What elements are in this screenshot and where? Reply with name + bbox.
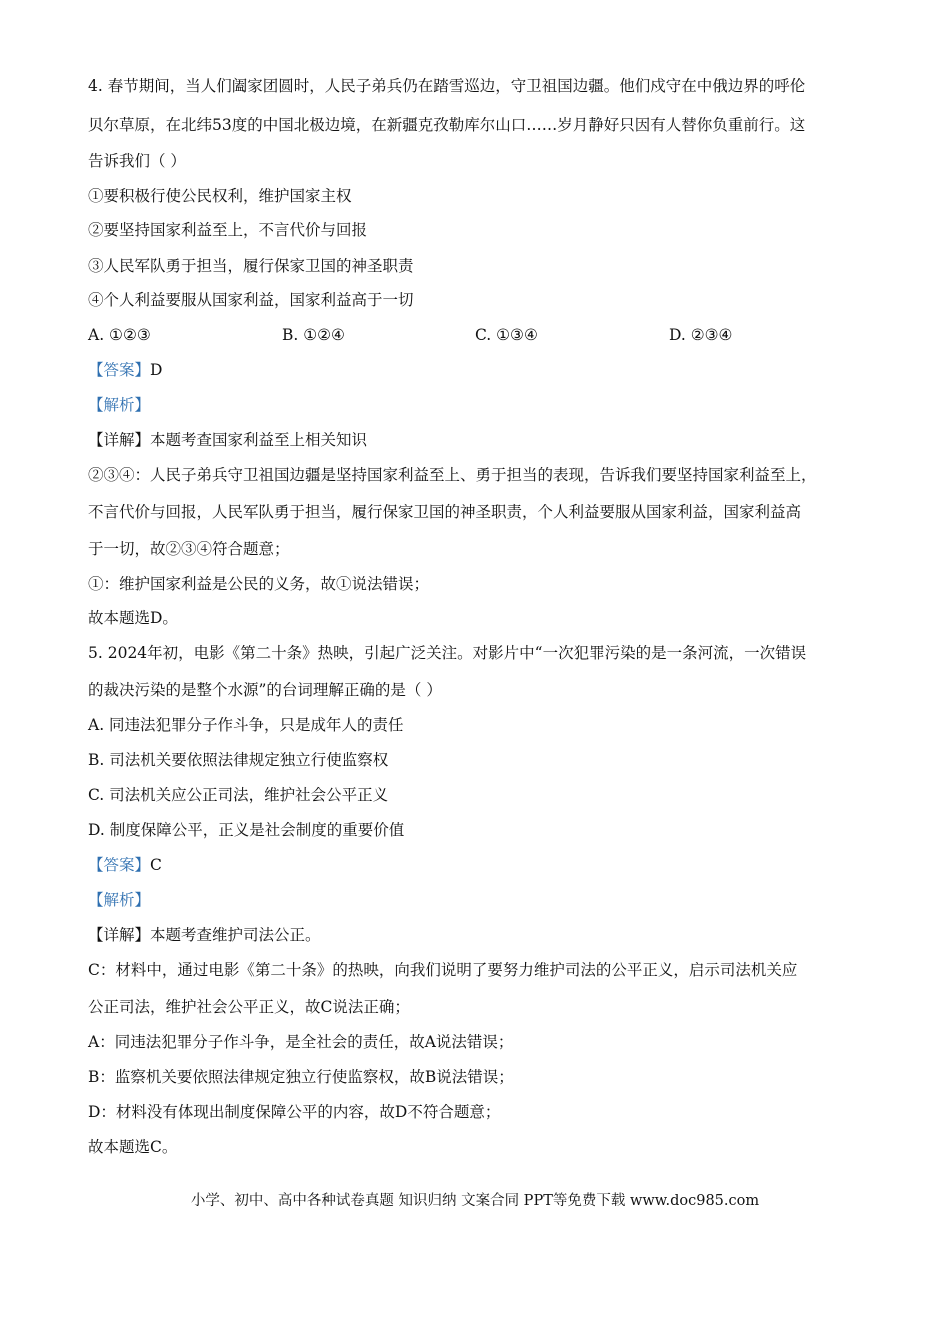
- q5-detail-row: [88, 924, 321, 946]
- q5-detail-tag: 【详解】: [88, 926, 151, 944]
- q4-item-2: ②要坚持国家利益至上，不言代价与回报: [88, 221, 368, 239]
- q4-stem-line-1: 4. 春节期间，当人们阖家团圆时，人民子弟兵仍在踏雪巡边，守卫祖国边疆。他们戍守在中俄边界的呼伦: [88, 77, 806, 95]
- q5-explanation-line-3: A：同违法犯罪分子作斗争，是全社会的责任，故A说法错误；: [88, 1033, 514, 1051]
- q4-answer-tag: 【答案】: [88, 361, 151, 379]
- q5-detail-intro: 本题考查维护司法公正。: [150, 926, 321, 944]
- q4-explanation-line-4: ①：维护国家利益是公民的义务，故①说法错误；: [88, 575, 430, 593]
- q5-stem-line-2: 的裁决污染的是整个水源”的台词理解正确的是（ ）: [88, 681, 442, 699]
- q4-analysis-row: [88, 394, 150, 416]
- q4-detail-intro: 本题考查国家利益至上相关知识: [150, 431, 368, 449]
- q5-answer-tag: 【答案】: [88, 856, 151, 874]
- q5-explanation-line-5: D：材料没有体现出制度保障公平的内容，故D不符合题意；: [88, 1103, 501, 1121]
- q4-item-4: ④个人利益要服从国家利益，国家利益高于一切: [88, 291, 414, 309]
- q4-explanation-line-2: 不言代价与回报，人民军队勇于担当，履行保家卫国的神圣职责，个人利益要服从国家利益，国家利益高: [88, 503, 802, 521]
- q5-analysis-tag: 【解析】: [88, 891, 151, 909]
- q4-answer-row: [88, 359, 162, 381]
- q4-explanation-line-5: 故本题选D。: [88, 609, 178, 627]
- q5-option-a: A. 同违法犯罪分子作斗争，只是成年人的责任: [88, 716, 404, 734]
- q5-explanation-line-4: B：监察机关要依照法律规定独立行使监察权，故B说法错误；: [88, 1068, 514, 1086]
- q4-stem-line-3: 告诉我们（ ）: [88, 152, 186, 170]
- q4-explanation-line-3: 于一切，故②③④符合题意；: [88, 540, 290, 558]
- q4-option-c: C. ①③④: [475, 326, 538, 344]
- q5-option-b: B. 司法机关要依照法律规定独立行使监察权: [88, 751, 389, 769]
- q4-item-3: ③人民军队勇于担当，履行保家卫国的神圣职责: [88, 257, 414, 275]
- q4-item-1: ①要积极行使公民权利，维护国家主权: [88, 187, 352, 205]
- q5-answer-value: C: [150, 856, 162, 874]
- q4-detail-row: [88, 429, 367, 451]
- q4-option-b: B. ①②④: [282, 326, 345, 344]
- q4-stem-line-2: 贝尔草原，在北纬53度的中国北极边境，在新疆克孜勒库尔山口……岁月静好只因有人替你负重前行。这: [88, 116, 806, 134]
- q4-answer-value: D: [150, 361, 163, 379]
- q4-detail-tag: 【详解】: [88, 431, 151, 449]
- q5-answer-row: [88, 854, 162, 876]
- page-footer: 小学、初中、高中各种试卷真题 知识归纳 文案合同 PPT等免费下载 www.doc985.com: [190, 1193, 760, 1209]
- q4-option-a: A. ①②③: [88, 326, 151, 344]
- q5-stem-line-1: 5. 2024年初，电影《第二十条》热映，引起广泛关注。对影片中“一次犯罪污染的是一条河流，一次错误: [88, 644, 807, 662]
- q5-explanation-line-2: 公正司法，维护社会公平正义，故C说法正确；: [88, 998, 410, 1016]
- q5-analysis-row: [88, 889, 150, 911]
- q5-explanation-line-6: 故本题选C。: [88, 1138, 178, 1156]
- q5-option-d: D. 制度保障公平，正义是社会制度的重要价值: [88, 821, 405, 839]
- q5-explanation-line-1: C：材料中，通过电影《第二十条》的热映，向我们说明了要努力维护司法的公平正义，启示司法机关应: [88, 961, 798, 979]
- q4-option-d: D. ②③④: [669, 326, 733, 344]
- q4-explanation-line-1: ②③④：人民子弟兵守卫祖国边疆是坚持国家利益至上、勇于担当的表现，告诉我们要坚持国家利益至上，: [88, 466, 817, 484]
- q4-analysis-tag: 【解析】: [88, 396, 151, 414]
- q5-option-c: C. 司法机关应公正司法，维护社会公平正义: [88, 786, 389, 804]
